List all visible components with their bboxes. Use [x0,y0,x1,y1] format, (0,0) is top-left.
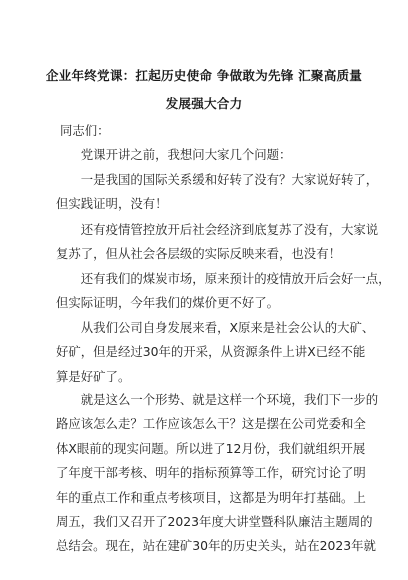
title-line-1: 企业年终党课：扛起历史使命 争做敢为先锋 汇聚高质量 [45,68,363,83]
paragraph-line: 算是好矿了。 [56,368,131,384]
title-line-2: 发展强大合力 [165,96,243,111]
salutation: 同志们： [60,123,110,138]
paragraph-line: 但实践证明，没有！ [56,196,168,212]
paragraph-line: 复苏了，但从社会各层级的实际反映来看，也没有！ [56,246,341,262]
paragraph-line: 还有疫情管控放开后社会经济到底复苏了没有，大家说 [80,222,379,237]
paragraph-6 [56,388,379,559]
paragraph-line: 就是这么一个形势、就是这样一个环境，我们下一步的 [80,392,379,407]
paragraph-line: 总结会。现在，站在建矿30年的历史关头，站在2023年就 [56,538,376,554]
document-title [40,62,368,118]
paragraph-line: 周五，我们又召开了2023年度大讲堂暨科队廉洁主题周的 [56,514,373,530]
paragraph-line: 还有我们的煤炭市场，原来预计的疫情放开后会好一点， [80,271,391,286]
paragraph-line: 党课开讲之前，我想问大家几个问题： [80,147,292,162]
paragraph-2 [56,168,379,217]
paragraph-5 [56,316,375,389]
paragraph-4 [56,267,391,316]
paragraph-line: 年的重点工作和重点考核项目，这都是为明年打基础。上 [56,489,366,505]
paragraph-3 [56,218,379,267]
paragraph-line: 一是我国的国际关系缓和好转了没有？大家说好转了， [80,172,379,187]
paragraph-line: 好矿，但是经过30年的开采，从资源条件上讲X已经不能 [56,344,366,360]
paragraph-line: 路应该怎么走？工作应该怎么干？这是摆在公司党委和全 [56,416,366,432]
paragraph-1 [56,143,348,167]
paragraph-line: 了年度干部考核、明年的指标预算等工作，研究讨论了明 [56,465,366,481]
paragraph-line: 但实际证明，今年我们的煤价更不好了。 [56,295,280,311]
paragraph-line: 从我们公司自身发展来看，X原来是社会公认的大矿、 [80,320,375,335]
paragraph-line: 体X眼前的现实问题。所以进了12月份，我们就组织开展 [56,440,366,456]
